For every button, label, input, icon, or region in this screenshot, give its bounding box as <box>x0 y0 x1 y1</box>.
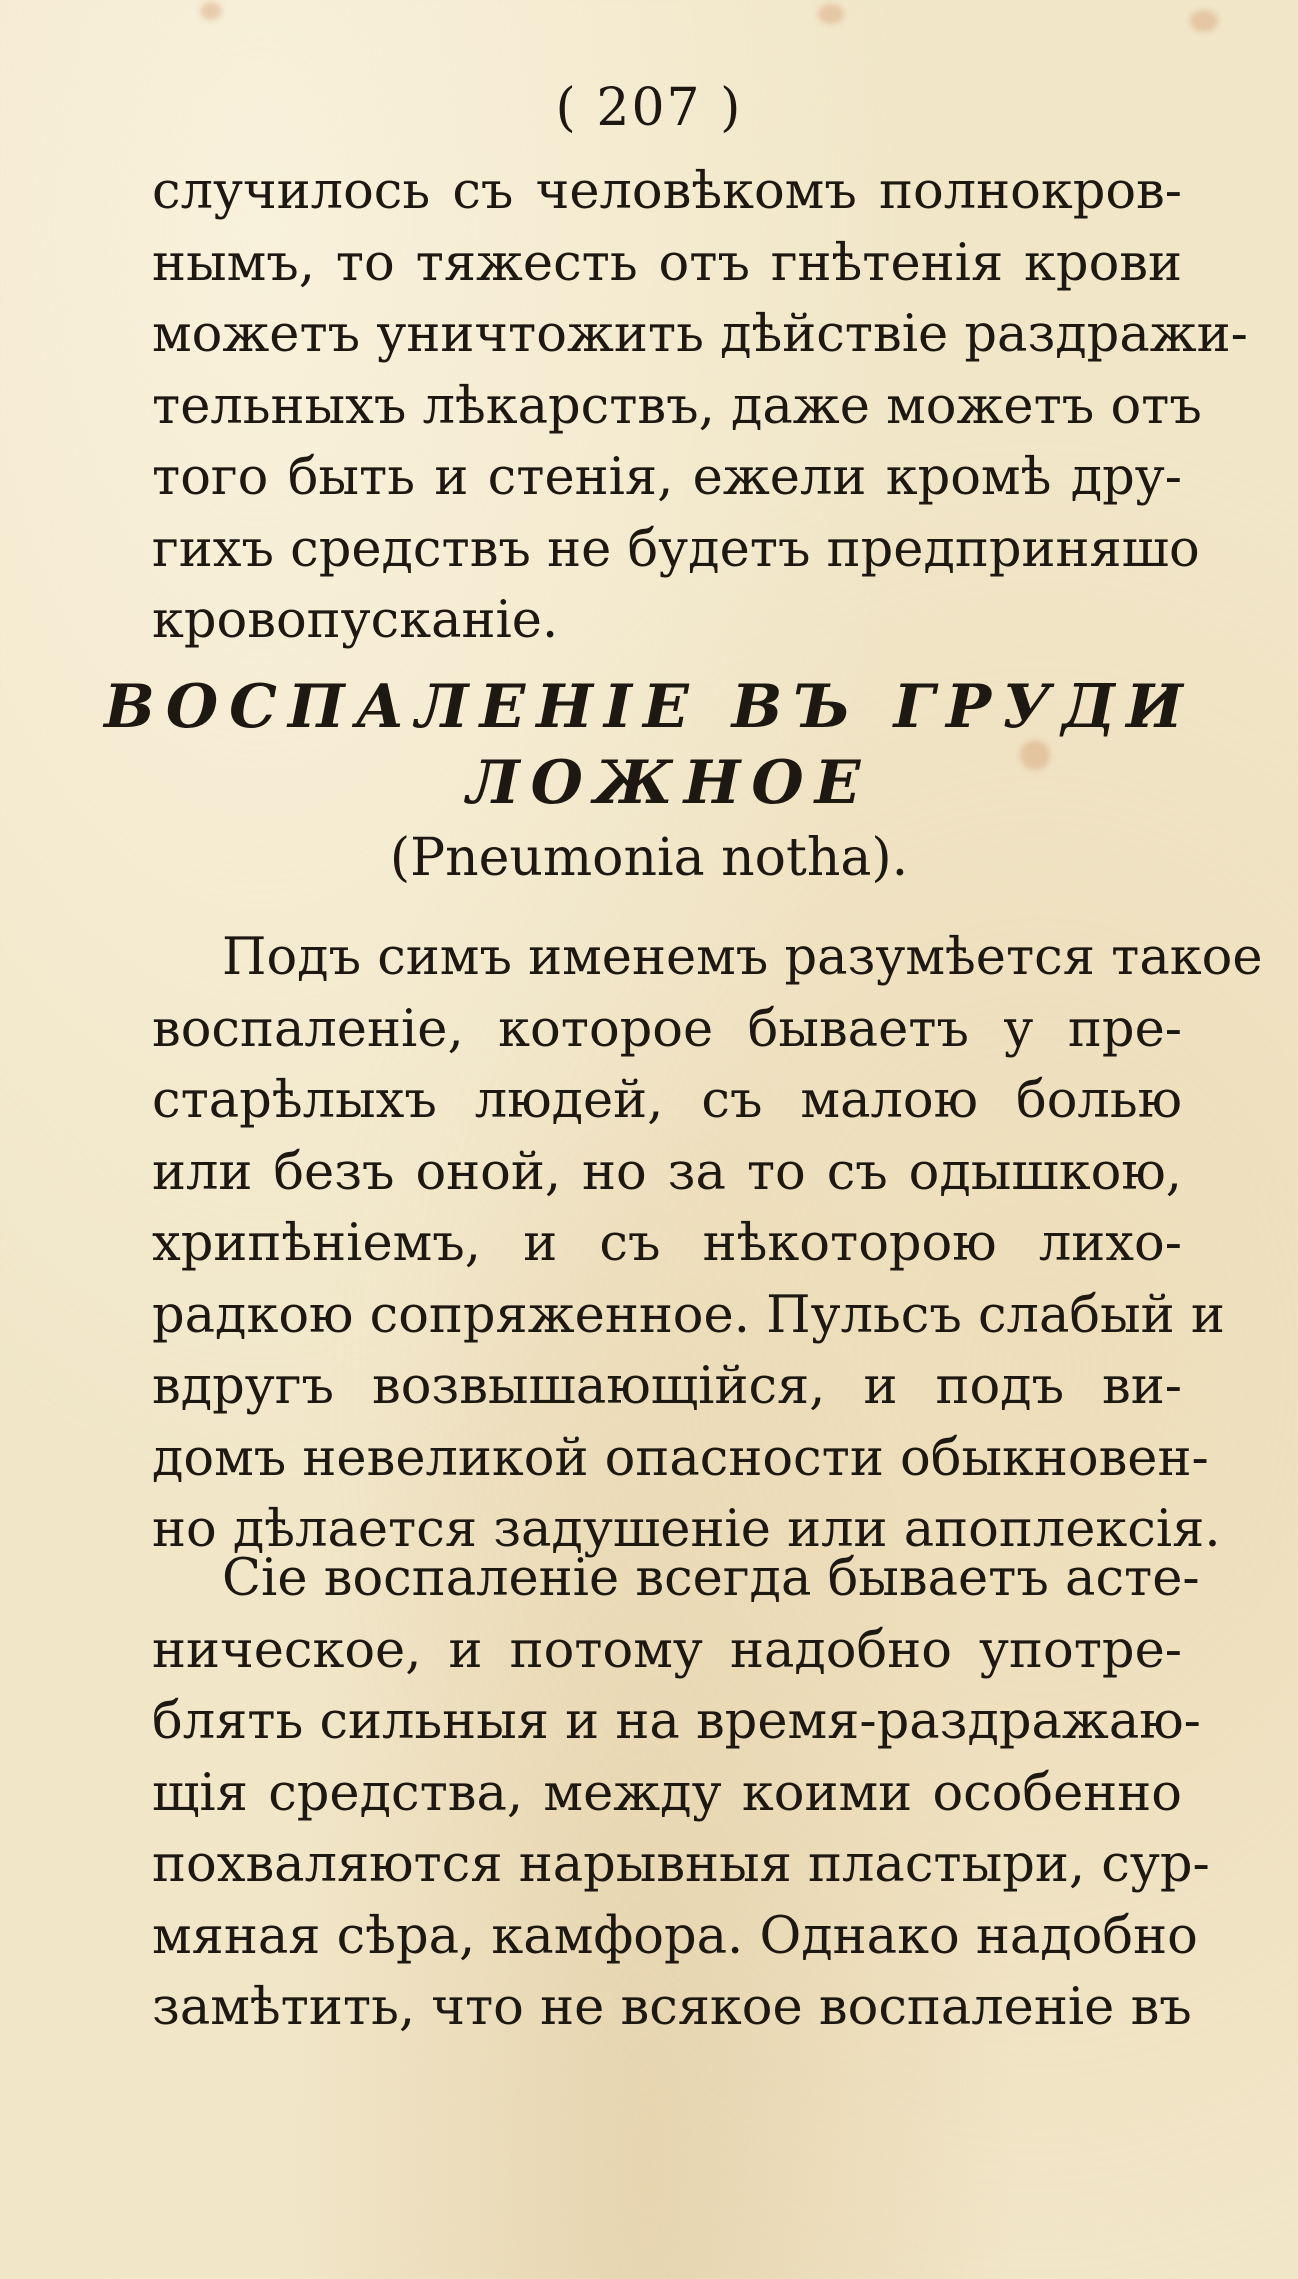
paragraph <box>152 1543 1210 2044</box>
page-number: ( 207 ) <box>555 78 743 138</box>
text-line: замѣтить, что не всякое воспаленіе въ <box>152 1978 1192 2037</box>
paper-stain <box>200 2 222 20</box>
text-line: блять сильныя и на время-раздражаю- <box>152 1692 1201 1751</box>
paper-stain <box>818 4 844 24</box>
text-line: щія средства, между коими особенно <box>152 1763 1182 1823</box>
text-line: или безъ оной, но за то съ одышкою, <box>152 1142 1182 1202</box>
text-line: вдругъ возвышающійся, и подъ ви- <box>152 1357 1182 1416</box>
text-line: похваляются нарывныя пластыри, сур- <box>152 1835 1210 1894</box>
paragraph-continued <box>152 156 1248 657</box>
text-line: Сіе воспаленіе всегда бываетъ асте- <box>222 1549 1200 1608</box>
text-line: кровопусканіе. <box>152 591 559 650</box>
paper-stain <box>1190 10 1218 32</box>
text-line: домъ невеликой опасности обыкновен- <box>152 1428 1209 1488</box>
section-heading-continued: ЛОЖНОЕ <box>466 748 872 818</box>
text-line: радкою сопряженное. Пульсъ слабый и <box>152 1285 1225 1345</box>
section-heading: ВОСПАЛЕНІЕ ВЪ ГРУДИ <box>104 672 1194 742</box>
text-line: ническое, и потому надобно употре- <box>152 1620 1182 1680</box>
text-line: старѣлыхъ людей, съ малою болью <box>152 1071 1182 1130</box>
text-line: тельныхъ лѣкарствъ, даже можетъ отъ <box>152 376 1202 436</box>
text-line: мяная сѣра, камфора. Однако надобно <box>152 1906 1198 1966</box>
latin-subtitle: (Pneumonia notha). <box>389 828 909 888</box>
text-line: гихъ средствъ не будетъ предприняшо <box>152 519 1200 579</box>
text-line: можетъ уничтожить дѣйствіе раздражи- <box>152 305 1248 364</box>
text-line: хрипѣніемъ, и съ нѣкоторою лихо- <box>152 1214 1182 1273</box>
text-line: Подъ симъ именемъ разумѣется такое <box>222 928 1263 987</box>
text-line: но дѣлается задушеніе или апоплексія. <box>152 1500 1221 1559</box>
text-line: воспаленіе, которое бываетъ у пре- <box>152 999 1182 1059</box>
text-line: случилось съ человѣкомъ полнокров- <box>152 162 1182 221</box>
text-line: того быть и стенія, ежели кромѣ дру- <box>152 448 1182 507</box>
text-line: нымъ, то тяжесть отъ гнѣтенія крови <box>152 233 1182 293</box>
paragraph <box>152 922 1263 1566</box>
